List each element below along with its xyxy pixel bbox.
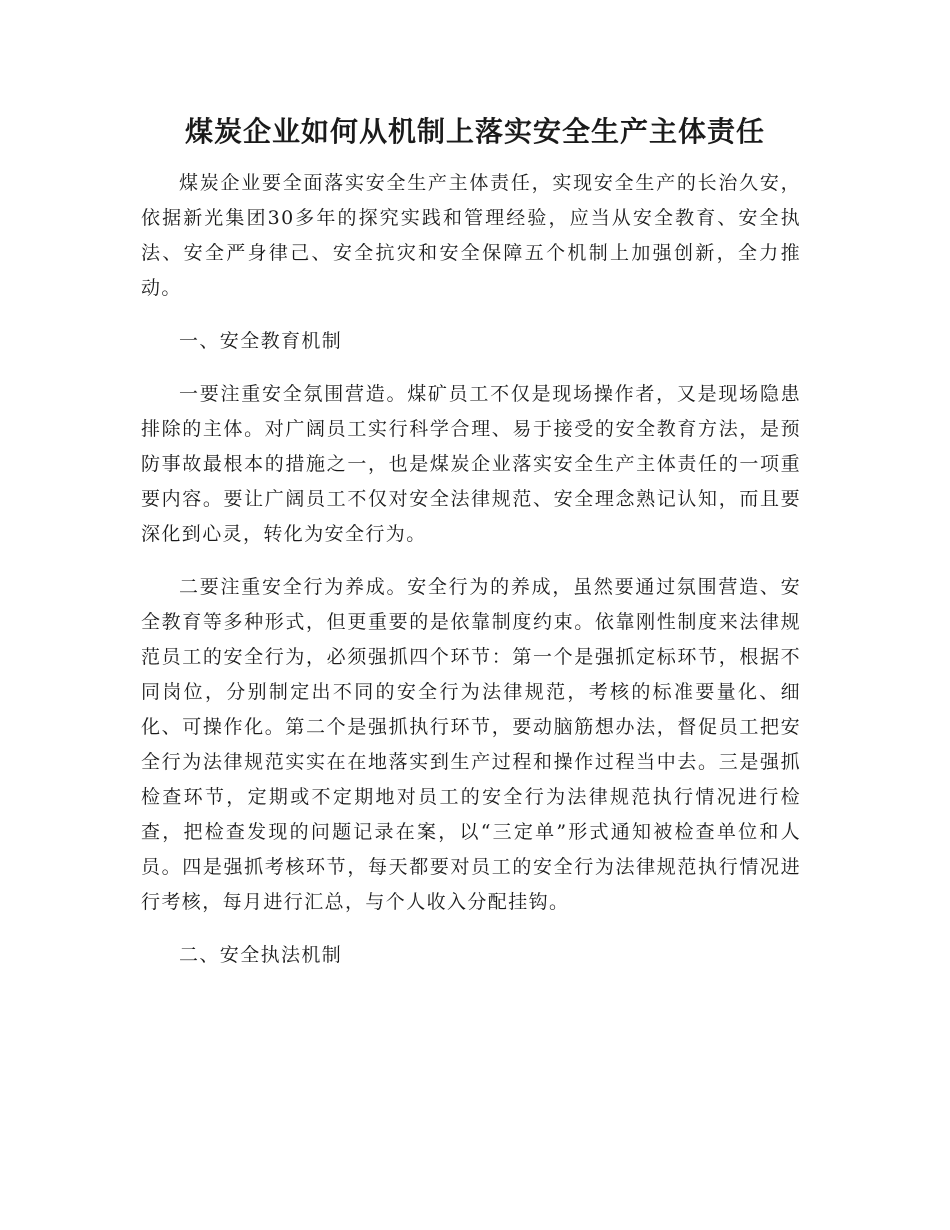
intro-paragraph: 煤炭企业要全面落实安全生产主体责任，实现安全生产的长治久安，依据新光集团30多年的探究实践和管理经验，应当从安全教育、安全执法、安全严身律己、安全抗灾和安全保障五个机制上加强创新，全力推动。: [141, 172, 801, 299]
paragraph-safety-behavior: 二要注重安全行为养成。安全行为的养成，虽然要通过氛围营造、安全教育等多种形式，但更重要的是依靠制度约束。依靠刚性制度来法律规范员工的安全行为，必须强抓四个环节：第一个是强抓定标环节，根据不同岗位，分别制定出不同的安全行为法律规范，考核的标准要量化、细化、可操作化。第二个是强抓执行环节，要动脑筋想办法，督促员工把安全行为法律规范实实在在地落实到生产过程和操作过程当中去。三是强抓检查环节，定期或不定期地对员工的安全行为法律规范执行情况进行检查，把检查发现的问题记录在案，以“三定单”形式通知被检查单位和人员。四是强抓考核环节，每天都要对员工的安全行为法律规范执行情况进行考核，每月进行汇总，与个人收入分配挂钩。: [141, 576, 801, 913]
section-heading-safety-education: 一、安全教育机制: [179, 330, 343, 352]
document-title: 煤炭企业如何从机制上落实安全生产主体责任: [184, 115, 765, 148]
document-body: [141, 166, 801, 973]
paragraph-safety-atmosphere: 一要注重安全氛围营造。煤矿员工不仅是现场操作者，又是现场隐患排除的主体。对广阔员工实行科学合理、易于接受的安全教育方法，是预防事故最根本的措施之一，也是煤炭企业落实安全生产主体责任的一项重要内容。要让广阔员工不仅对安全法律规范、安全理念熟记认知，而且要深化到心灵，转化为安全行为。: [141, 383, 801, 545]
section-heading-safety-enforcement: 二、安全执法机制: [179, 944, 343, 966]
